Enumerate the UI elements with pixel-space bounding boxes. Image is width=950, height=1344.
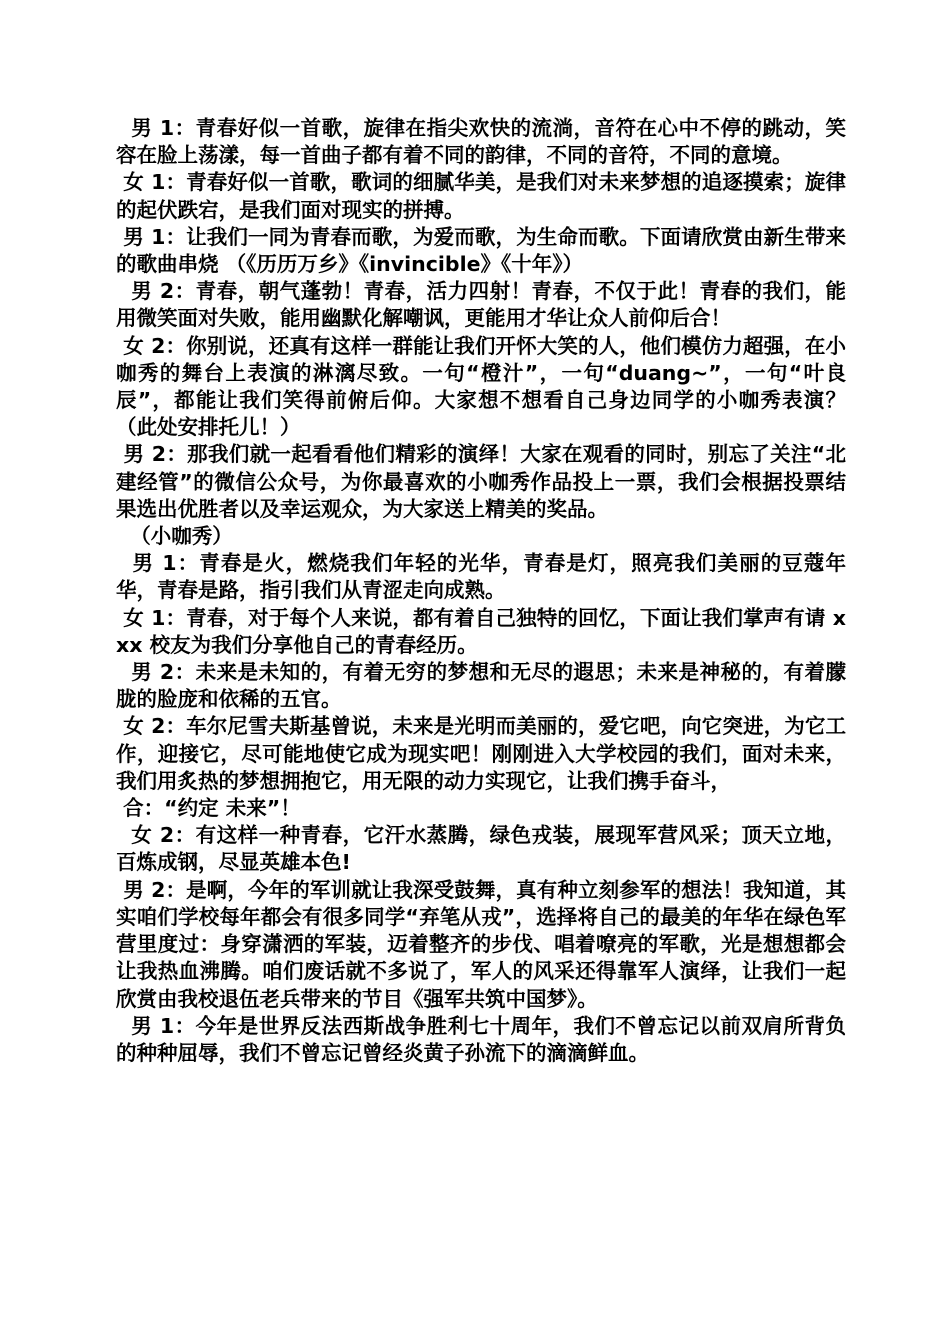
paragraph <box>116 278 846 332</box>
paragraph <box>116 224 846 278</box>
paragraph <box>116 1013 846 1067</box>
paragraph-text: 男 1：让我们一同为青春而歌，为爱而歌，为生命而歌。下面请欣赏由新生带来的歌曲串烧 （《历历万乡》《invincible》《十年》） <box>116 224 846 277</box>
paragraph-text: 男 1：青春是火，燃烧我们年轻的光华，青春是灯，照亮我们美丽的豆蔻年华，青春是路，指引我们从青涩走向成熟。 <box>116 551 846 603</box>
paragraph <box>116 795 846 822</box>
paragraph <box>116 713 846 795</box>
paragraph-indent <box>116 524 130 548</box>
paragraph-text: 女 1：青春好似一首歌，歌词的细腻华美，是我们对未来梦想的追逐摸索；旋律的起伏跌宕，是我们面对现实的拼搏。 <box>116 170 846 222</box>
paragraph-text: 男 1：青春好似一首歌，旋律在指尖欢快的流淌，音符在心中不停的跳动，笑容在脸上荡漾，每一首曲子都有着不同的韵律，不同的音符，不同的意境。 <box>116 116 846 168</box>
paragraph-text: 男 1：今年是世界反法西斯战争胜利七十周年，我们不曾忘记以前双肩所背负的种种屈辱，我们不曾忘记曾经炎黄子孙流下的滴滴鲜血。 <box>116 1013 846 1065</box>
paragraph-text: 女 2：你别说，还真有这样一群能让我们开怀大笑的人，他们模仿力超强，在小咖秀的舞台上表演的淋漓尽致。一句“橙汁”，一句“duang~”，一句“叶良辰”，都能让我们笑得前俯后仰。大家想不想看自己身边同学的小咖秀表演？（此处安排托儿！） <box>116 333 846 440</box>
paragraph-indent <box>116 551 132 575</box>
paragraph <box>116 169 846 223</box>
paragraph-text: 合：“约定 未来”！ <box>123 796 301 821</box>
paragraph <box>116 550 846 604</box>
paragraph-text: （小咖秀） <box>130 524 233 549</box>
paragraph-text: 女 2：车尔尼雪夫斯基曾说，未来是光明而美丽的，爱它吧，向它突进，为它工作，迎接它，尽可能地使它成为现实吧！刚刚进入大学校园的我们，面对未来，我们用炙热的梦想拥抱它，用无限的动力实现它，让我们携手奋斗， <box>116 714 846 793</box>
paragraph <box>116 333 846 442</box>
paragraph <box>116 659 846 713</box>
paragraph <box>116 605 846 659</box>
script-body <box>116 115 846 1067</box>
paragraph-indent <box>116 660 131 684</box>
paragraph <box>116 523 846 550</box>
paragraph-text: 男 2：那我们就一起看看他们精彩的演绎！大家在观看的同时，别忘了关注“北建经管”的微信公众号，为你最喜欢的小咖秀作品投上一票，我们会根据投票结果选出优胜者以及幸运观众，为大家送上精美的奖品。 <box>116 442 847 521</box>
paragraph-text: 男 2：是啊，今年的军训就让我深受鼓舞，真有种立刻参军的想法！我知道，其实咱们学校每年都会有很多同学“弃笔从戎”，选择将自己的最美的年华在绿色军营里度过：身穿潇洒的军装，迈着整齐的步伐、唱着嘹亮的军歌，光是想想都会让我热血沸腾。咱们废话就不多说了，军人的风采还得靠军人演绎，让我们一起欣赏由我校退伍老兵带来的节目《强军共筑中国梦》。 <box>116 877 846 1011</box>
paragraph-text: 男 2：青春，朝气蓬勃！青春，活力四射！青春，不仅于此！青春的我们，能用微笑面对失败，能用幽默化解嘲讽，更能用才华让众人前仰后合！ <box>116 279 846 331</box>
paragraph-indent <box>116 116 131 140</box>
paragraph <box>116 115 846 169</box>
paragraph-indent <box>116 823 131 847</box>
paragraph-indent <box>116 1014 131 1038</box>
paragraph <box>116 822 846 876</box>
paragraph <box>116 441 846 523</box>
paragraph <box>116 877 846 1013</box>
paragraph-text: 男 2：未来是未知的，有着无穷的梦想和无尽的遐思；未来是神秘的，有着朦胧的脸庞和依稀的五官。 <box>116 660 846 712</box>
paragraph-text: 女 1：青春，对于每个人来说，都有着自己独特的回忆，下面让我们掌声有请 xxx 校友为我们分享他自己的青春经历。 <box>116 605 846 657</box>
paragraph-indent <box>116 279 131 303</box>
paragraph-text: 女 2：有这样一种青春，它汗水蒸腾，绿色戎装，展现军营风采；顶天立地，百炼成钢，尽显英雄本色! <box>116 823 846 875</box>
